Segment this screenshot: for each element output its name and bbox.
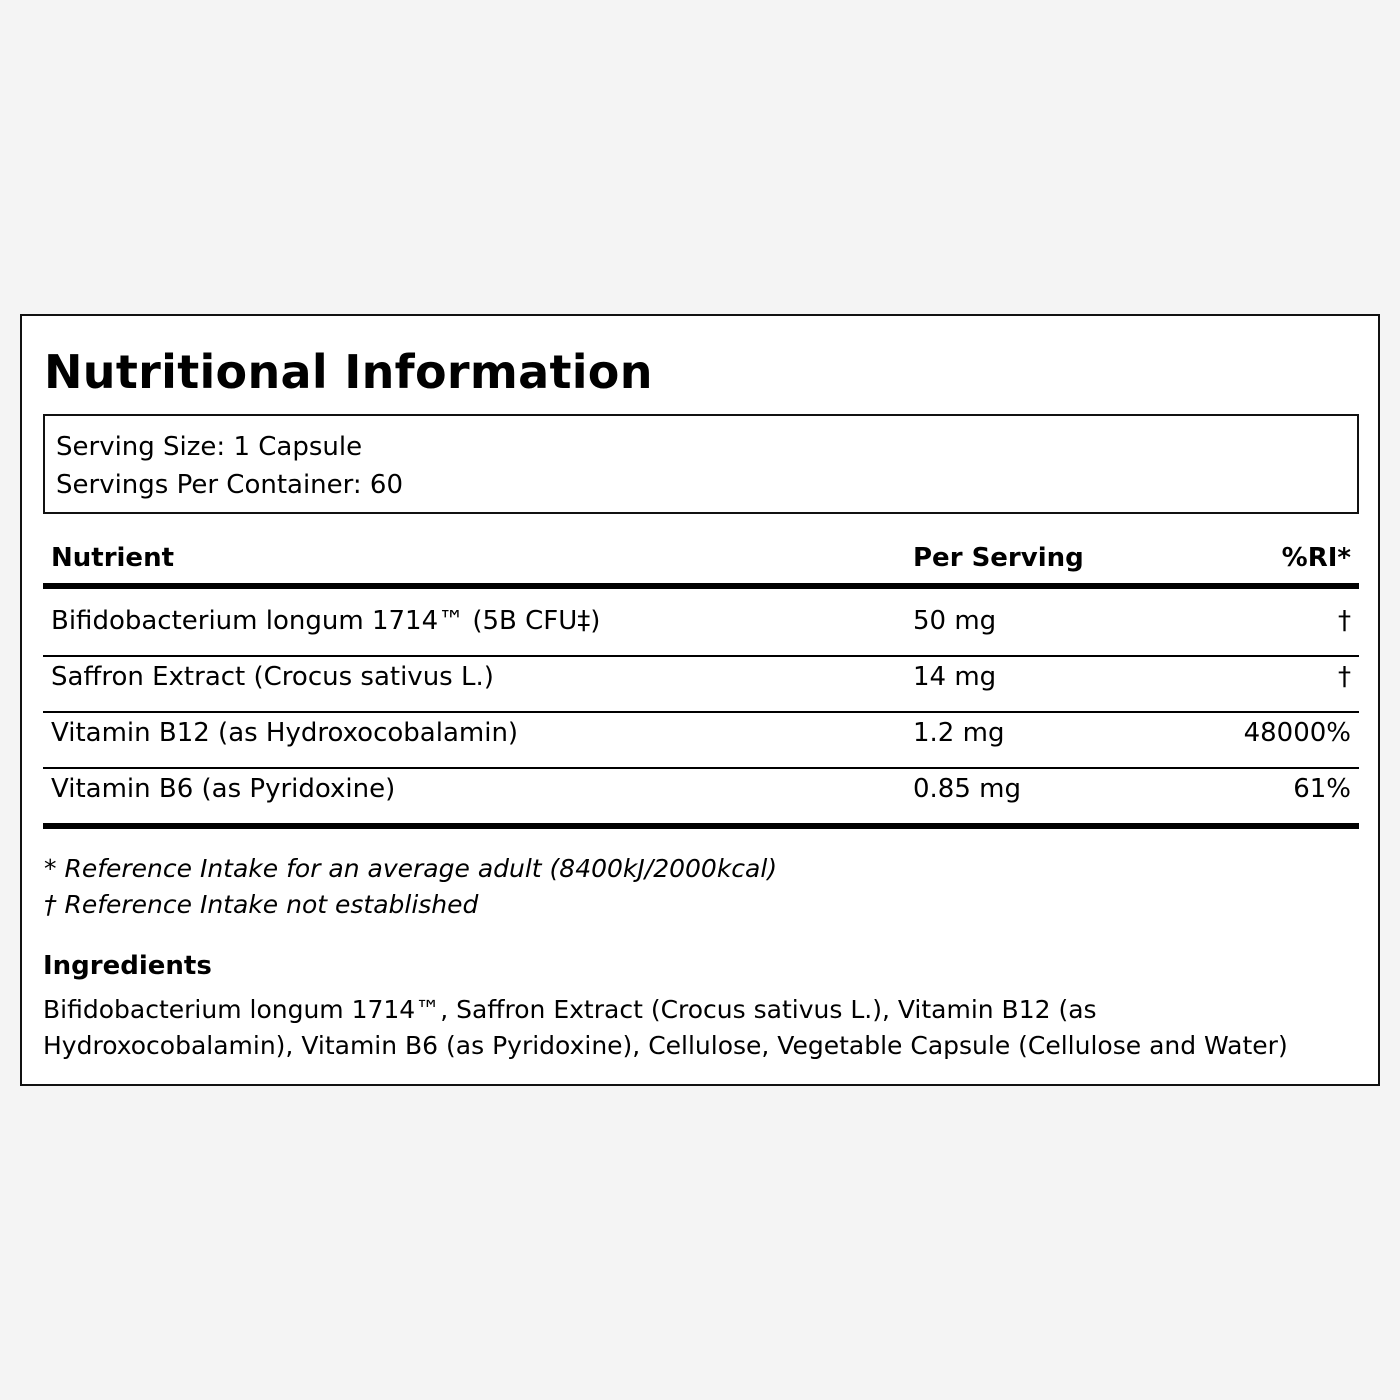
- table-row: [43, 769, 1359, 823]
- nutrient-name: Saffron Extract (Crocus sativus L.): [51, 662, 494, 692]
- page-title: Nutritional Information: [44, 345, 653, 399]
- nutrition-panel: [20, 314, 1380, 1086]
- table-header: [43, 538, 1359, 588]
- footnote-not-established: † Reference Intake not established: [44, 890, 479, 919]
- table-bottom-divider: [43, 823, 1359, 829]
- footnote-ri: * Reference Intake for an average adult (8400kJ/2000kcal): [44, 854, 778, 883]
- table-row: [43, 657, 1359, 711]
- nutrient-amount: 0.85 mg: [913, 774, 1021, 804]
- nutrient-amount: 14 mg: [913, 662, 997, 692]
- nutrient-ri: †: [1338, 662, 1351, 692]
- ingredients-list: Bifidobacterium longum 1714™, Saffron Extract (Crocus sativus L.), Vitamin B12 (as Hydroxocobalamin), Vitamin B6 (as Pyridoxine), Cellulose, Vegetable Capsule (Cellulose and Water): [43, 995, 1288, 1060]
- nutrient-name: Vitamin B6 (as Pyridoxine): [51, 774, 396, 804]
- nutrient-name: Bifidobacterium longum 1714™ (5B CFU‡): [51, 606, 601, 636]
- nutrient-ri: 48000%: [1243, 718, 1351, 748]
- nutrient-amount: 50 mg: [913, 606, 997, 636]
- header-nutrient: Nutrient: [51, 543, 175, 573]
- table-row: [43, 713, 1359, 767]
- nutrient-ri: 61%: [1293, 774, 1351, 804]
- servings-per-container: Servings Per Container: 60: [56, 470, 404, 500]
- header-ri: %RI*: [1281, 543, 1351, 573]
- nutrient-amount: 1.2 mg: [913, 718, 1005, 748]
- serving-size: Serving Size: 1 Capsule: [56, 432, 363, 462]
- serving-info-box: [43, 414, 1359, 514]
- table-row: [43, 601, 1359, 655]
- header-per-serving: Per Serving: [913, 543, 1084, 573]
- ingredients-heading: Ingredients: [43, 951, 212, 981]
- nutrient-name: Vitamin B12 (as Hydroxocobalamin): [51, 718, 519, 748]
- nutrient-ri: †: [1338, 606, 1351, 636]
- header-divider: [43, 583, 1359, 589]
